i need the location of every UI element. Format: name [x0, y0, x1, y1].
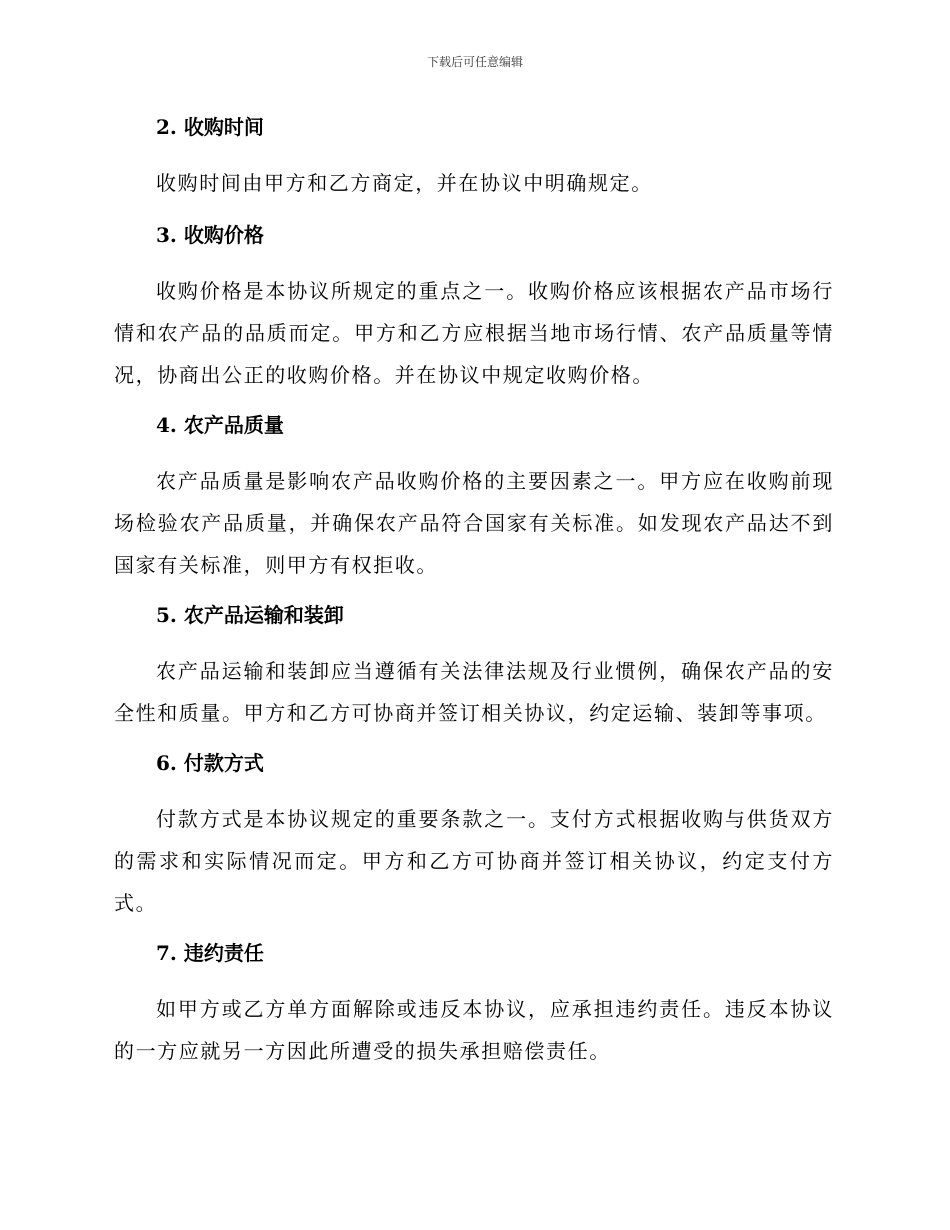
- section-purchase-price: [114, 218, 834, 396]
- section-transport-loading: [114, 598, 834, 734]
- section-paragraph: 付款方式是本协议规定的重要条款之一。支付方式根据收购与供货双方的需求和实际情况而定。甲方和乙方可协商并签订相关协议，约定支付方式。: [114, 807, 834, 915]
- section-heading: 3. 收购价格: [156, 223, 264, 247]
- section-breach-liability: [114, 936, 834, 1072]
- section-paragraph: 收购价格是本协议所规定的重点之一。收购价格应该根据农产品市场行情和农产品的品质而定。甲方和乙方应根据当地市场行情、农产品质量等情况，协商出公正的收购价格。并在协议中规定收购价格。: [114, 279, 834, 387]
- section-product-quality: [114, 408, 834, 586]
- section-heading: 6. 付款方式: [156, 751, 264, 775]
- section-paragraph: 农产品质量是影响农产品收购价格的主要因素之一。甲方应在收购前现场检验农产品质量，并确保农产品符合国家有关标准。如发现农产品达不到国家有关标准，则甲方有权拒收。: [114, 469, 834, 577]
- section-heading: 2. 收购时间: [156, 115, 264, 139]
- document-body: [114, 110, 834, 1072]
- section-paragraph: 收购时间由甲方和乙方商定，并在协议中明确规定。: [156, 171, 653, 195]
- section-payment-method: [114, 746, 834, 924]
- section-paragraph: 农产品运输和装卸应当遵循有关法律法规及行业惯例，确保农产品的安全性和质量。甲方和乙方可协商并签订相关协议，约定运输、装卸等事项。: [114, 659, 834, 725]
- page-header: 下载后可任意编辑: [426, 55, 523, 69]
- section-heading: 4. 农产品质量: [156, 413, 284, 437]
- section-purchase-time: [114, 110, 834, 204]
- section-heading: 7. 违约责任: [156, 941, 264, 965]
- section-paragraph: 如甲方或乙方单方面解除或违反本协议，应承担违约责任。违反本协议的一方应就另一方因此所遭受的损失承担赔偿责任。: [114, 997, 834, 1063]
- section-heading: 5. 农产品运输和装卸: [156, 603, 344, 627]
